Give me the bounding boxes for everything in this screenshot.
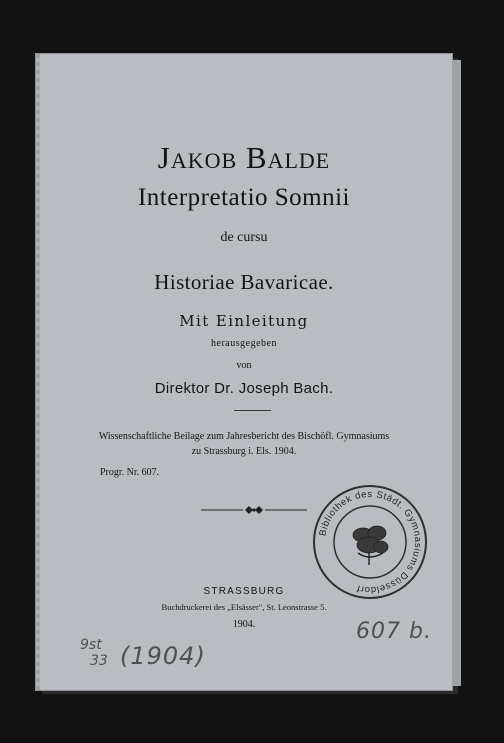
handwritten-number-note: 607 b. [356, 619, 432, 644]
title-subject: Historiae Bavaricae. [154, 270, 334, 294]
introduction-line: Mit Einleitung [179, 312, 309, 330]
ornament-divider [201, 505, 307, 515]
program-number: Progr. Nr. 607. [100, 467, 160, 478]
edited-line: herausgegeben [211, 338, 277, 349]
handwritten-year-note: (1904) [120, 642, 206, 670]
publication-year: 1904. [232, 619, 256, 630]
title-page [36, 54, 452, 690]
divider-rule [234, 410, 271, 411]
by-line: von [236, 360, 252, 371]
editor-name: Direktor Dr. Joseph Bach. [154, 380, 334, 397]
supplement-line-1: Wissenschaftliche Beilage zum Jahresbericht des Bischöfl. Gymnasiums [98, 431, 390, 442]
stamp-text: Bibliothek des Städt. Gymnasiums Düsseldorf [317, 488, 424, 596]
supplement-line-2: zu Strassburg i. Els. 1904. [191, 446, 297, 457]
handwritten-shelfmark-top: 9st [80, 637, 102, 653]
publication-place: STRASSBURG [203, 586, 285, 597]
book-title: Interpretatio Somnii [137, 184, 351, 211]
author-name: Jakob Balde [157, 140, 331, 175]
title-connector: de cursu [220, 230, 268, 245]
printer-line: Buchdruckerei des „Elsässer", St. Leonstrasse 5. [161, 602, 327, 612]
library-stamp [311, 483, 429, 601]
handwritten-shelfmark-bottom: 33 [90, 653, 108, 669]
stamp-crest-icon [353, 526, 388, 565]
